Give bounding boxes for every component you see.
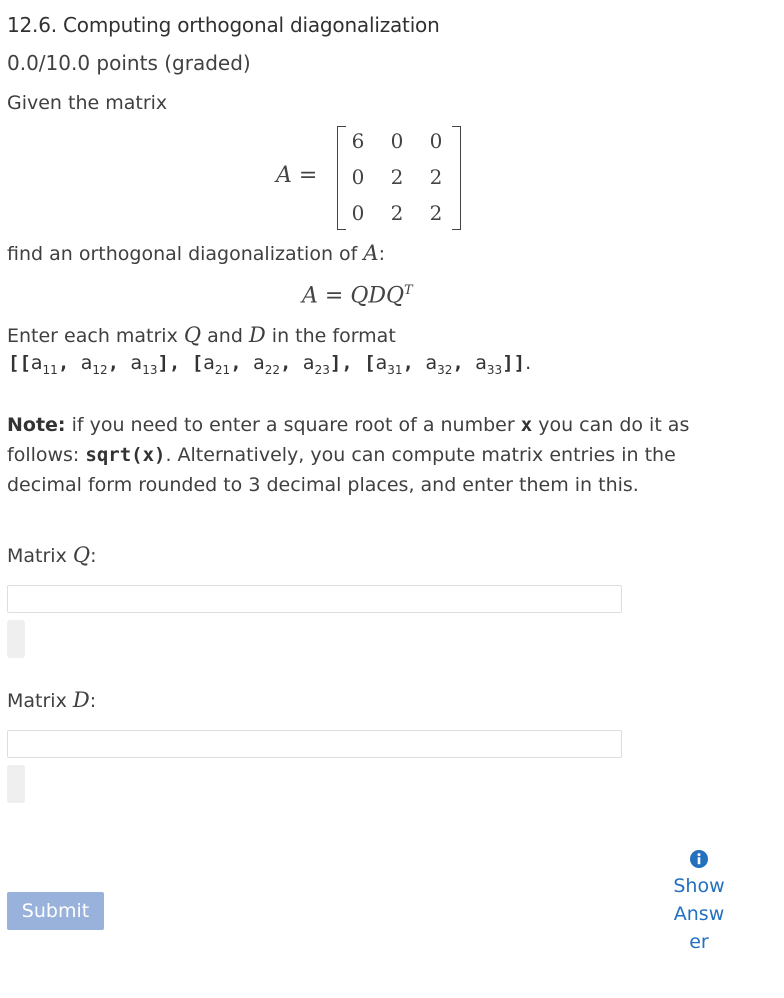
- show-answer-label[interactable]: Show Answer: [673, 875, 725, 953]
- enter-and: and: [201, 325, 249, 347]
- note-paragraph: [7, 410, 747, 500]
- problem-title: 12.6. Computing orthogonal diagonalization: [7, 13, 440, 37]
- find-variable: A: [363, 241, 379, 265]
- submit-button[interactable]: Submit: [7, 892, 104, 930]
- note-label: Note:: [7, 414, 66, 436]
- matrix-cell: 0: [351, 165, 365, 189]
- d-label-text: Matrix: [7, 690, 73, 712]
- enter-q-var: Q: [183, 323, 202, 347]
- d-label-var: D: [72, 688, 90, 712]
- matrix-cell: 2: [429, 165, 443, 189]
- matrix-cell: 0: [351, 201, 365, 225]
- matrix-a: [337, 126, 461, 230]
- q-label-colon: :: [90, 545, 97, 567]
- matrix-d-input[interactable]: [7, 730, 622, 758]
- matrix-cell: 2: [390, 165, 404, 189]
- diagonalization-formula: [302, 283, 413, 308]
- enter-post: in the format: [265, 325, 396, 347]
- d-label-colon: :: [89, 690, 97, 712]
- format-sub: 11: [42, 362, 58, 377]
- points-status: 0.0/10.0 points (graded): [7, 51, 251, 75]
- formula-lhs: A: [302, 283, 318, 309]
- formula-equals: =: [324, 283, 344, 309]
- matrix-cell: 0: [429, 129, 443, 153]
- find-colon: :: [378, 243, 385, 265]
- matrix-cell: 6: [351, 129, 365, 153]
- q-label-var: Q: [72, 543, 91, 567]
- note-code: sqrt(x): [85, 444, 166, 466]
- format-sub: 32: [437, 362, 453, 377]
- note-text-3: . Alternatively, you can compute matrix entries in the decimal form rounded to 3 decimal places, and enter them in this.: [7, 444, 676, 496]
- matrix-format-example: [[$a_{11}$, $a_{12}$, $a_{13}$], [$a_{21}$, $a_{22}$, $a_{23}$], [$a_{31}$, $a_{32}$, $a_{33}$]].: [8, 352, 532, 377]
- matrix-variable: A: [276, 163, 292, 188]
- right-bracket: [452, 126, 461, 230]
- matrix-q-label: [7, 543, 97, 567]
- format-sub: 31: [387, 362, 403, 377]
- enter-pre: Enter each matrix: [7, 325, 184, 347]
- format-sub: 22: [264, 362, 281, 377]
- note-text-1: if you need to enter a square root of a number: [65, 414, 521, 436]
- format-sub: 12: [92, 362, 108, 377]
- matrix-cell: 2: [429, 201, 443, 225]
- note-text-2: you can do it as follows:: [7, 414, 690, 466]
- formula-transpose: T: [404, 283, 413, 298]
- enter-instructions: [7, 323, 396, 347]
- matrix-cell: 2: [390, 201, 404, 225]
- matrix-d-preview: [7, 765, 25, 803]
- matrix-cell: 0: [390, 129, 404, 153]
- matrix-q-preview: [7, 620, 25, 658]
- formula-rhs: QDQ: [350, 283, 405, 309]
- format-sub: 33: [486, 362, 503, 377]
- format-sub: 23: [314, 362, 330, 377]
- equals-sign: =: [298, 163, 318, 188]
- info-icon: [690, 850, 708, 868]
- matrix-equation-label: [276, 163, 317, 188]
- matrix-q-input[interactable]: [7, 585, 622, 613]
- given-text: Given the matrix: [7, 92, 168, 114]
- enter-d-var: D: [248, 323, 266, 347]
- matrix-d-label: [7, 688, 96, 712]
- format-sub: 13: [142, 362, 158, 377]
- format-sub: 21: [214, 362, 231, 377]
- find-label: find an orthogonal diagonalization of: [7, 243, 364, 265]
- note-x: x: [520, 414, 533, 436]
- q-label-text: Matrix: [7, 545, 73, 567]
- find-text: [7, 241, 385, 265]
- show-answer-button[interactable]: [670, 850, 728, 956]
